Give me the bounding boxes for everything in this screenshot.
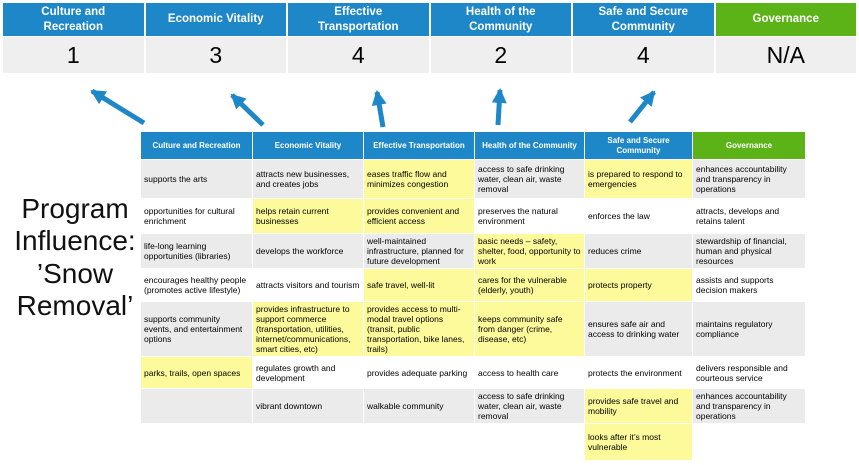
matrix-cell: encourages healthy people (promotes active lifestyle) [141, 269, 253, 302]
matrix-cell: delivers responsible and courteous service [693, 357, 806, 389]
arrow-icon-culture [92, 91, 144, 123]
matrix-header: Effective Transportation [364, 132, 475, 160]
program-influence-label: Program Influence: ’Snow Removal’ [14, 193, 136, 322]
banner-col-economic [146, 3, 287, 73]
matrix-cell: enforces the law [585, 199, 693, 234]
matrix-cell: ensures safe air and access to drinking water [585, 302, 693, 357]
matrix-cell: eases traffic flow and minimizes congestion [364, 160, 475, 199]
matrix-cell: cares for the vulnerable (elderly, youth) [475, 269, 585, 302]
matrix-cell [141, 389, 253, 424]
arrow-icon-safe [630, 92, 654, 122]
matrix-cell: stewardship of financial, human and physical resources [693, 234, 806, 269]
matrix-cell: provides infrastructure to support commerce (transportation, utilities, internet/communications, smart cities, etc) [253, 302, 364, 357]
matrix-cell: develops the workforce [253, 234, 364, 269]
banner-score-governance: N/A [716, 37, 857, 73]
matrix-cell: supports the arts [141, 160, 253, 199]
matrix-cell: safe travel, well-lit [364, 269, 475, 302]
matrix-cell: provides safe travel and mobility [585, 389, 693, 424]
banner-score-safe: 4 [573, 37, 714, 73]
banner-header-health: Health of the Community [431, 3, 572, 36]
banner-header-economic: Economic Vitality [146, 3, 287, 36]
matrix-cell: basic needs – safety, shelter, food, opportunity to work [475, 234, 585, 269]
table-row [141, 234, 806, 269]
matrix-cell: enhances accountability and transparency in operations [693, 160, 806, 199]
score-banner [3, 3, 856, 73]
table-row [141, 199, 806, 234]
banner-col-governance [716, 3, 857, 73]
matrix-cell: well-maintained infrastructure, planned for future development [364, 234, 475, 269]
table-row [141, 269, 806, 302]
matrix-cell: supports community events, and entertainment options [141, 302, 253, 357]
banner-col-transportation [288, 3, 429, 73]
matrix-cell [364, 424, 475, 461]
matrix-cell: assists and supports decision makers [693, 269, 806, 302]
matrix-cell: keeps community safe from danger (crime, disease, etc) [475, 302, 585, 357]
matrix-cell: reduces crime [585, 234, 693, 269]
matrix-cell: access to safe drinking water, clean air, waste removal [475, 389, 585, 424]
banner-header-safe: Safe and Secure Community [573, 3, 714, 36]
table-row [141, 160, 806, 199]
matrix-cell [475, 424, 585, 461]
matrix-cell: protects the environment [585, 357, 693, 389]
matrix-cell: provides adequate parking [364, 357, 475, 389]
matrix-cell [253, 424, 364, 461]
matrix-cell: looks after it’s most vulnerable [585, 424, 693, 461]
banner-score-health: 2 [431, 37, 572, 73]
matrix-cell: life-long learning opportunities (libraries) [141, 234, 253, 269]
matrix-cell: attracts, develops and retains talent [693, 199, 806, 234]
arrow-icon-transportation [377, 92, 383, 127]
banner-header-governance: Governance [716, 3, 857, 36]
matrix-cell: helps retain current businesses [253, 199, 364, 234]
matrix-cell: enhances accountability and transparency in operations [693, 389, 806, 424]
banner-score-culture: 1 [3, 37, 144, 73]
arrow-icon-health [498, 90, 500, 125]
matrix-header: Health of the Community [475, 132, 585, 160]
matrix-cell: opportunities for cultural enrichment [141, 199, 253, 234]
banner-col-culture [3, 3, 144, 73]
matrix-cell: provides convenient and efficient access [364, 199, 475, 234]
banner-header-culture: Culture and Recreation [3, 3, 144, 36]
banner-score-transportation: 4 [288, 37, 429, 73]
matrix-cell: preserves the natural environment [475, 199, 585, 234]
table-row [141, 357, 806, 389]
matrix-cell: is prepared to respond to emergencies [585, 160, 693, 199]
matrix-cell [141, 424, 253, 461]
matrix-header: Culture and Recreation [141, 132, 253, 160]
banner-score-economic: 3 [146, 37, 287, 73]
table-row [141, 424, 806, 461]
arrow-icon-economic [232, 95, 263, 125]
matrix-cell: regulates growth and development [253, 357, 364, 389]
matrix-cell: attracts new businesses, and creates jobs [253, 160, 364, 199]
matrix-cell: attracts visitors and tourism [253, 269, 364, 302]
matrix-cell: protects property [585, 269, 693, 302]
matrix-cell: parks, trails, open spaces [141, 357, 253, 389]
matrix-cell: access to safe drinking water, clean air, waste removal [475, 160, 585, 199]
matrix-cell: walkable community [364, 389, 475, 424]
matrix-cell [693, 424, 806, 461]
banner-col-health [431, 3, 572, 73]
influence-matrix [140, 131, 806, 461]
banner-col-safe [573, 3, 714, 73]
table-row [141, 302, 806, 357]
matrix-header: Safe and Secure Community [585, 132, 693, 160]
matrix-cell: vibrant downtown [253, 389, 364, 424]
matrix-cell: access to health care [475, 357, 585, 389]
matrix-header: Governance [693, 132, 806, 160]
matrix-header: Economic Vitality [253, 132, 364, 160]
matrix-cell: provides access to multi-modal travel options (transit, public transportation, bike lanes, trails) [364, 302, 475, 357]
influence-matrix-wrap [140, 131, 806, 461]
banner-header-transportation: Effective Transportation [288, 3, 429, 36]
table-row [141, 389, 806, 424]
matrix-cell: maintains regulatory compliance [693, 302, 806, 357]
